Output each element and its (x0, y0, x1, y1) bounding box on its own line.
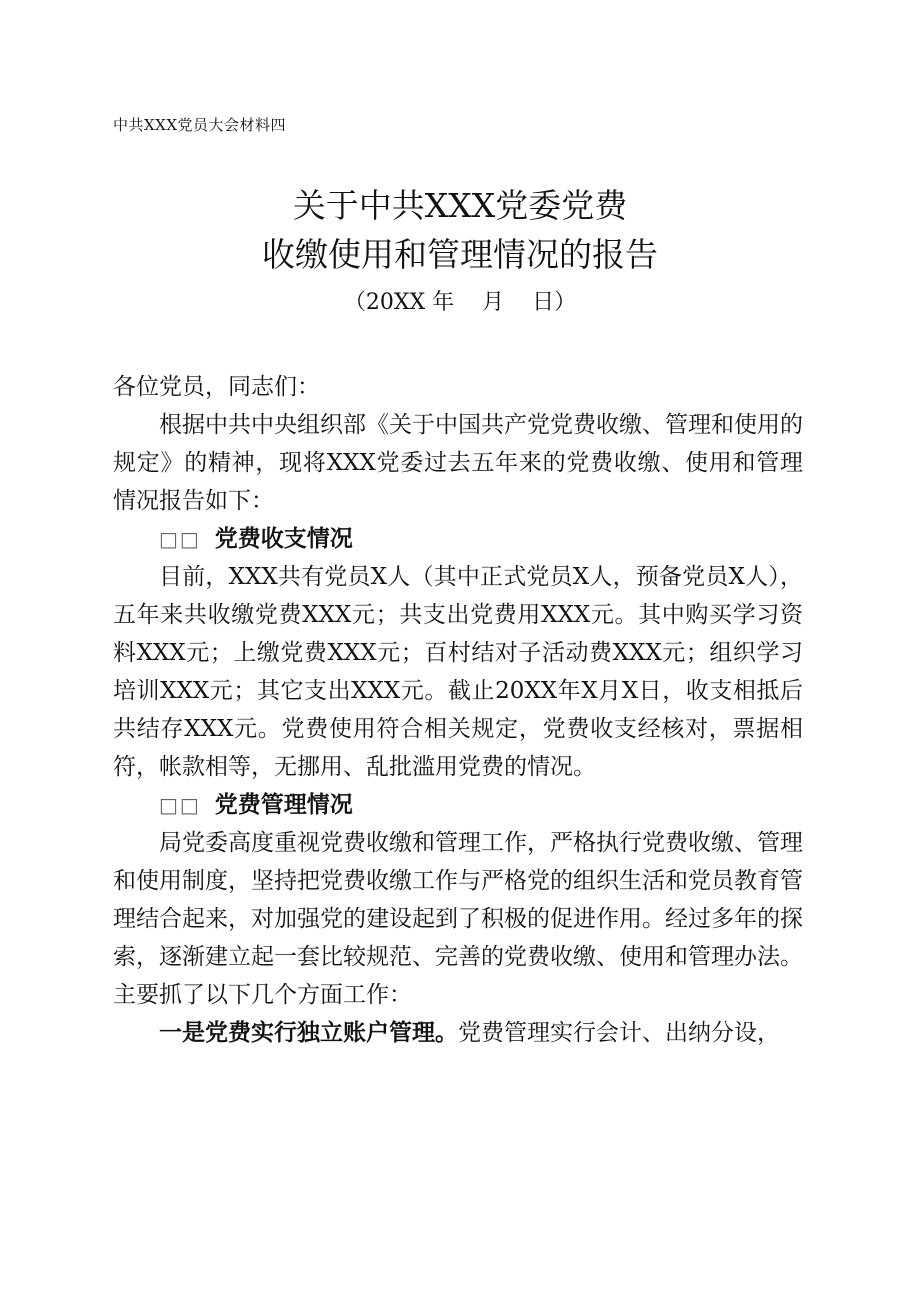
salutation: 各位党员，同志们： (113, 374, 320, 400)
point-one-paragraph (113, 1014, 803, 1052)
report-date: （20XX 年 月 日） (343, 290, 577, 315)
section-heading-income-expense (113, 520, 803, 558)
heading-marker: □□ (159, 793, 201, 817)
point-one-text: 党费管理实行会计、出纳分设， (458, 1020, 780, 1046)
section-heading-text: 党费管理情况 (214, 791, 353, 818)
report-title-line-2: 收缴使用和管理情况的报告 (262, 235, 658, 274)
section-heading-text: 党费收支情况 (214, 525, 353, 552)
intro-paragraph: 根据中共中央组织部《关于中国共产党党费收缴、管理和使用的规定》的精神，现将XXX党委过去五年来的党费收缴、使用和管理情况报告如下： (113, 412, 803, 514)
report-title-line-1: 关于中共XXX党委党费 (292, 186, 628, 225)
point-one-lead: 一是党费实行独立账户管理。 (159, 1019, 458, 1046)
section-paragraph-management: 局党委高度重视党费收缴和管理工作，严格执行党费收缴、管理和使用制度，坚持把党费收缴工作与严格党的组织生活和党员教育管理结合起来，对加强党的建设起到了积极的促进作用。经过多年的探索，逐渐建立起一套比较规范、完善的党费收缴、使用和管理办法。主要抓了以下几个方面工作： (113, 830, 803, 1008)
header-note: 中共XXX党员大会材料四 (113, 116, 287, 134)
heading-marker: □□ (159, 527, 201, 551)
section-heading-management (113, 786, 803, 824)
report-body (113, 368, 803, 1052)
section-paragraph-income-expense: 目前，XXX共有党员X人（其中正式党员X人，预备党员X人），五年来共收缴党费XXX元；共支出党费用XXX元。其中购买学习资料XXX元；上缴党费XXX元；百村结对子活动费XXX元；组织学习培训XXX元；其它支出XXX元。截止20XX年X月X日，收支相抵后共结存XXX元。党费使用符合相关规定，党费收支经核对，票据相符，帐款相等，无挪用、乱批滥用党费的情况。 (113, 564, 803, 780)
